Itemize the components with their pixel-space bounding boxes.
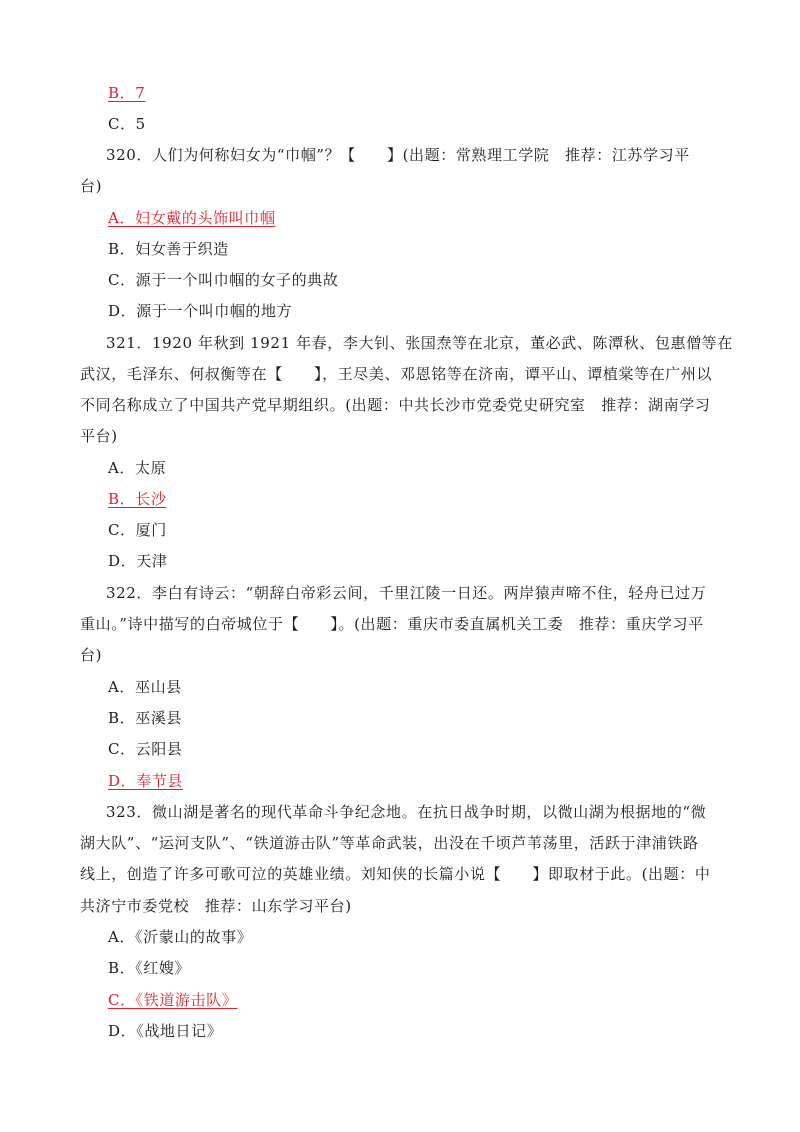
q323-option-b: B．《红嫂》	[108, 959, 191, 977]
prev-option-c: C．5	[108, 115, 146, 133]
q321-text-line1: 321．1920 年秋到 1921 年春，李大钊、张国焘等在北京，董必武、陈潭秋、包惠僧等在	[106, 334, 733, 352]
q323-text-line2: 湖大队”、“运河支队”、“铁道游击队”等革命武装，出没在千顷芦苇荡里，活跃于津浦铁路	[80, 834, 699, 852]
q322-text-line1: 322．李白有诗云：“朝辞白帝彩云间，千里江陵一日还。两岸猿声啼不住，轻舟已过万	[106, 584, 707, 602]
q323-option-a: A．《沂蒙山的故事》	[108, 928, 253, 946]
q322-text-line3: 台)	[80, 646, 103, 664]
q320-text-line1: 320．人们为何称妇女为“巾帼”？【 】(出题：常熟理工学院 推荐：江苏学习平	[106, 146, 690, 164]
q321-text-line3: 不同名称成立了中国共产党早期组织。(出题：中共长沙市党委党史研究室 推荐：湖南学习	[80, 396, 711, 414]
q322-text-line2: 重山。”诗中描写的白帝城位于【 】。(出题：重庆市委直属机关工委 推荐：重庆学习平	[80, 615, 704, 633]
q323-option-d: D．《战地日记》	[108, 1022, 223, 1040]
q320-text-line2: 台)	[80, 177, 103, 195]
q323-text-line1: 323．微山湖是著名的现代革命斗争纪念地。在抗日战争时期，以微山湖为根据地的“微	[106, 803, 707, 821]
q321-text-line4: 平台)	[80, 427, 118, 445]
q321-text-line2: 武汉，毛泽东、何叔衡等在【 】，王尽美、邓恩铭等在济南，谭平山、谭植棠等在广州以	[80, 365, 713, 383]
q323-text-line3: 线上，创造了许多可歌可泣的英雄业绩。刘知侠的长篇小说【 】即取材于此。(出题：中	[80, 865, 711, 883]
q321-option-d: D．天津	[108, 552, 168, 570]
q320-option-a-correct: A．妇女戴的头饰叫巾帼	[108, 209, 276, 227]
q322-option-d-correct: D．奉节县	[108, 772, 184, 790]
q320-option-b: B．妇女善于织造	[108, 240, 229, 258]
q320-option-d: D．源于一个叫巾帼的地方	[108, 302, 293, 320]
q321-option-a: A．太原	[108, 459, 167, 477]
q323-option-c-correct: C．《铁道游击队》	[108, 991, 238, 1009]
q322-option-c: C．云阳县	[108, 740, 183, 758]
q321-option-c: C．厦门	[108, 521, 167, 539]
q322-option-b: B．巫溪县	[108, 709, 183, 727]
q321-option-b-correct: B．长沙	[108, 490, 167, 508]
q322-option-a: A．巫山县	[108, 678, 182, 696]
q320-option-c: C．源于一个叫巾帼的女子的典故	[108, 271, 339, 289]
q323-text-line4: 共济宁市委党校 推荐：山东学习平台)	[80, 897, 352, 915]
prev-option-b-correct: B．7	[108, 84, 146, 102]
